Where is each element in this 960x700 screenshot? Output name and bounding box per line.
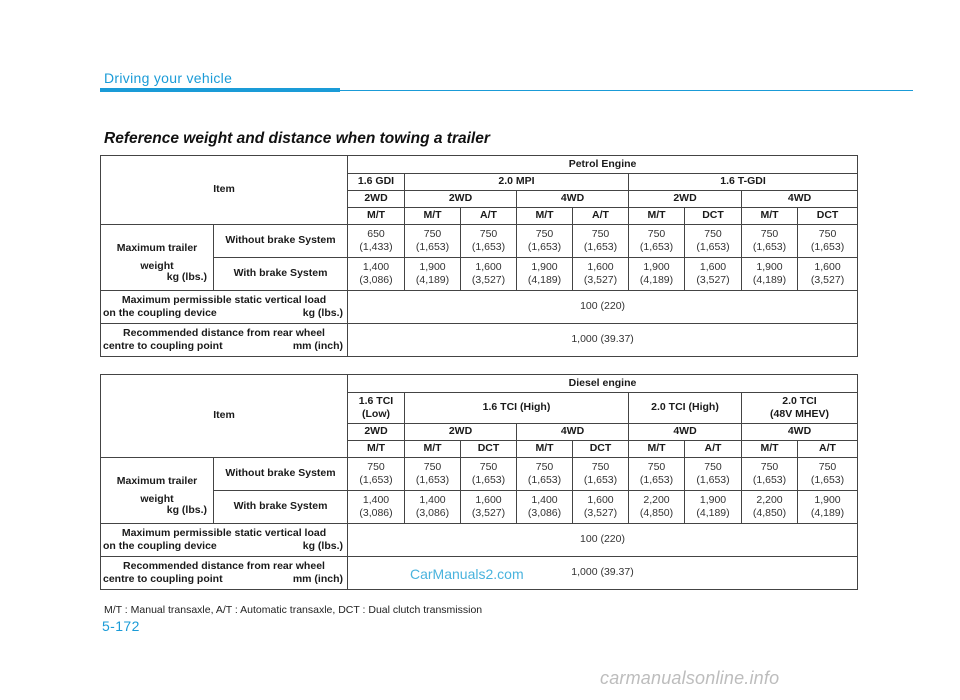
engine-name: 1.6 TCI (Low) [348,393,405,424]
transmission-type: M/T [405,441,461,458]
without-brake-value: 750 (1,653) [798,458,858,491]
petrol-engine-table [100,155,858,357]
transmission-type: A/T [573,208,629,225]
with-brake-label: With brake System [214,258,348,291]
distance-label: Recommended distance from rear wheel centre to coupling point mm (inch) [101,324,348,357]
transmission-type: M/T [742,208,798,225]
with-brake-value: 1,900 (4,189) [798,491,858,524]
without-brake-value: 750 (1,653) [405,225,461,258]
with-brake-value: 2,200 (4,850) [629,491,685,524]
with-brake-value: 1,900 (4,189) [517,258,573,291]
drive-type: 2WD [348,424,405,441]
without-brake-value: 750 (1,653) [798,225,858,258]
watermark-text: CarManuals2.com [410,566,524,582]
with-brake-value: 2,200 (4,850) [742,491,798,524]
engine-title: Diesel engine [348,375,858,393]
without-brake-value: 750 (1,653) [348,458,405,491]
drive-type: 4WD [517,191,629,208]
max-trailer-weight-label: Maximum trailer weight kg (lbs.) [101,225,214,291]
transmission-type: M/T [517,441,573,458]
transmission-type: M/T [629,441,685,458]
section-title: Reference weight and distance when towing a trailer [104,130,490,147]
without-brake-label: Without brake System [214,458,348,491]
drive-type: 4WD [742,424,858,441]
transmission-type: M/T [405,208,461,225]
without-brake-value: 750 (1,653) [573,458,629,491]
without-brake-value: 750 (1,653) [517,225,573,258]
transmission-type: A/T [798,441,858,458]
without-brake-value: 750 (1,653) [685,458,742,491]
drive-type: 2WD [405,191,517,208]
engine-name: 2.0 TCI (48V MHEV) [742,393,858,424]
transmission-type: DCT [573,441,629,458]
max-trailer-weight-label: Maximum trailer weight kg (lbs.) [101,458,214,524]
header-rule-thin [340,90,913,91]
transmission-type: M/T [517,208,573,225]
footer-watermark: carmanualsonline.info [600,668,780,688]
with-brake-value: 1,400 (3,086) [405,491,461,524]
drive-type: 2WD [405,424,517,441]
transmission-type: M/T [629,208,685,225]
without-brake-value: 750 (1,653) [629,458,685,491]
without-brake-value: 750 (1,653) [629,225,685,258]
transmission-type: DCT [798,208,858,225]
with-brake-value: 1,600 (3,527) [685,258,742,291]
transmission-type: M/T [348,441,405,458]
drive-type: 2WD [629,191,742,208]
drive-type: 4WD [629,424,742,441]
with-brake-value: 1,600 (3,527) [461,258,517,291]
diesel-engine-table [100,374,858,590]
static-load-value: 100 (220) [348,291,858,324]
with-brake-value: 1,900 (4,189) [685,491,742,524]
item-header: Item [101,375,348,458]
with-brake-value: 1,400 (3,086) [348,491,405,524]
with-brake-value: 1,900 (4,189) [629,258,685,291]
distance-value: 1,000 (39.37) [348,557,858,590]
drive-type: 2WD [348,191,405,208]
with-brake-value: 1,600 (3,527) [798,258,858,291]
without-brake-value: 750 (1,653) [405,458,461,491]
static-load-value: 100 (220) [348,524,858,557]
without-brake-value: 750 (1,653) [685,225,742,258]
engine-name: 1.6 T-GDI [629,174,858,191]
engine-name: 2.0 TCI (High) [629,393,742,424]
transmission-type: DCT [685,208,742,225]
distance-value: 1,000 (39.37) [348,324,858,357]
without-brake-value: 650 (1,433) [348,225,405,258]
transmission-type: A/T [461,208,517,225]
without-brake-value: 750 (1,653) [742,458,798,491]
without-brake-value: 750 (1,653) [461,225,517,258]
chapter-title: Driving your vehicle [104,70,233,86]
distance-label: Recommended distance from rear wheel centre to coupling point mm (inch) [101,557,348,590]
without-brake-value: 750 (1,653) [742,225,798,258]
with-brake-value: 1,400 (3,086) [517,491,573,524]
footnote: M/T : Manual transaxle, A/T : Automatic transaxle, DCT : Dual clutch transmission [104,604,483,616]
without-brake-label: Without brake System [214,225,348,258]
without-brake-value: 750 (1,653) [573,225,629,258]
transmission-type: A/T [685,441,742,458]
without-brake-value: 750 (1,653) [461,458,517,491]
header-rule-thick [100,88,340,92]
engine-name: 2.0 MPI [405,174,629,191]
engine-name: 1.6 GDI [348,174,405,191]
with-brake-value: 1,600 (3,527) [573,258,629,291]
transmission-type: M/T [742,441,798,458]
with-brake-value: 1,900 (4,189) [742,258,798,291]
page-number: 5-172 [102,618,140,634]
transmission-type: DCT [461,441,517,458]
with-brake-label: With brake System [214,491,348,524]
without-brake-value: 750 (1,653) [517,458,573,491]
with-brake-value: 1,400 (3,086) [348,258,405,291]
static-load-label: Maximum permissible static vertical load on the coupling device kg (lbs.) [101,524,348,557]
static-load-label: Maximum permissible static vertical load on the coupling device kg (lbs.) [101,291,348,324]
drive-type: 4WD [517,424,629,441]
engine-title: Petrol Engine [348,156,858,174]
item-header: Item [101,156,348,225]
with-brake-value: 1,600 (3,527) [573,491,629,524]
engine-name: 1.6 TCI (High) [405,393,629,424]
transmission-type: M/T [348,208,405,225]
drive-type: 4WD [742,191,858,208]
with-brake-value: 1,900 (4,189) [405,258,461,291]
with-brake-value: 1,600 (3,527) [461,491,517,524]
